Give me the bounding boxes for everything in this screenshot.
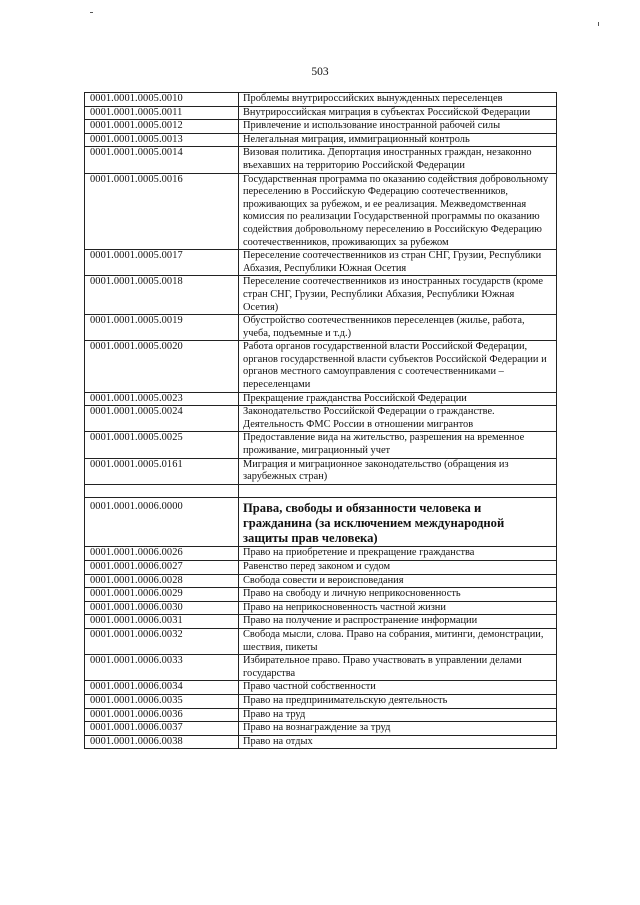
classifier-description: Обустройство соотечественников переселенцев (жилье, работа, учеба, подъемные и т.д.) bbox=[239, 315, 557, 341]
classifier-description: Проблемы внутрироссийских вынужденных переселенцев bbox=[239, 93, 557, 107]
classifier-code bbox=[85, 484, 239, 497]
table-row bbox=[85, 120, 557, 134]
classifier-code: 0001.0001.0005.0018 bbox=[85, 276, 239, 315]
table-row bbox=[85, 708, 557, 722]
table-row bbox=[85, 655, 557, 681]
classifier-description: Визовая политика. Депортация иностранных граждан, незаконно въехавших на территорию Российской Федерации bbox=[239, 147, 557, 173]
classifier-description: Нелегальная миграция, иммиграционный контроль bbox=[239, 133, 557, 147]
table-row bbox=[85, 341, 557, 392]
classifier-description: Переселение соотечественников из иностранных государств (кроме стран СНГ, Грузии, Республики Абхазия, Республики Южная Осетия) bbox=[239, 276, 557, 315]
classifier-code: 0001.0001.0006.0026 bbox=[85, 547, 239, 561]
classifier-code: 0001.0001.0006.0038 bbox=[85, 735, 239, 749]
classifier-code: 0001.0001.0005.0019 bbox=[85, 315, 239, 341]
classifier-description: Право частной собственности bbox=[239, 681, 557, 695]
classifier-code: 0001.0001.0006.0036 bbox=[85, 708, 239, 722]
classifier-code: 0001.0001.0005.0020 bbox=[85, 341, 239, 392]
classifier-code: 0001.0001.0005.0023 bbox=[85, 392, 239, 406]
section-row bbox=[85, 497, 557, 547]
classifier-description bbox=[239, 484, 557, 497]
table-row bbox=[85, 694, 557, 708]
table-row bbox=[85, 432, 557, 458]
classifier-description: Право на неприкосновенность частной жизни bbox=[239, 601, 557, 615]
table-row bbox=[85, 93, 557, 107]
classifier-code: 0001.0001.0006.0000 bbox=[85, 497, 239, 547]
table-row bbox=[85, 458, 557, 484]
classifier-description: Право на получение и распространение информации bbox=[239, 615, 557, 629]
classifier-code: 0001.0001.0006.0031 bbox=[85, 615, 239, 629]
classifier-description: Привлечение и использование иностранной рабочей силы bbox=[239, 120, 557, 134]
table-row bbox=[85, 681, 557, 695]
table-row bbox=[85, 147, 557, 173]
classifier-description: Право на предпринимательскую деятельность bbox=[239, 694, 557, 708]
table-row bbox=[85, 735, 557, 749]
classifier-description: Равенство перед законом и судом bbox=[239, 561, 557, 575]
classifier-description: Право на вознаграждение за труд bbox=[239, 722, 557, 736]
blank-row bbox=[85, 484, 557, 497]
table-row bbox=[85, 588, 557, 602]
table-row bbox=[85, 392, 557, 406]
table-row bbox=[85, 250, 557, 276]
scan-mark-top-left bbox=[90, 12, 93, 13]
classifier-description: Право на труд bbox=[239, 708, 557, 722]
classifier-description: Работа органов государственной власти Российской Федерации, органов государственной власти субъектов Российской Федерации и органов местного самоуправления с соотечественниками – переселенцами bbox=[239, 341, 557, 392]
classifier-code: 0001.0001.0005.0161 bbox=[85, 458, 239, 484]
classifier-code: 0001.0001.0005.0025 bbox=[85, 432, 239, 458]
classifier-description: Свобода мысли, слова. Право на собрания, митинги, демонстрации, шествия, пикеты bbox=[239, 628, 557, 654]
classifier-description: Миграция и миграционное законодательство (обращения из зарубежных стран) bbox=[239, 458, 557, 484]
classifier-code: 0001.0001.0005.0010 bbox=[85, 93, 239, 107]
classifier-code: 0001.0001.0006.0034 bbox=[85, 681, 239, 695]
classifier-code: 0001.0001.0006.0030 bbox=[85, 601, 239, 615]
classifier-table-body bbox=[85, 93, 557, 749]
section-title: Права, свободы и обязанности человека и гражданина (за исключением международной защиты прав человека) bbox=[239, 497, 557, 547]
classifier-description: Внутрироссийская миграция в субъектах Российской Федерации bbox=[239, 106, 557, 120]
classifier-description: Право на свободу и личную неприкосновенность bbox=[239, 588, 557, 602]
classifier-description: Избирательное право. Право участвовать в управлении делами государства bbox=[239, 655, 557, 681]
page-number: 503 bbox=[311, 66, 329, 78]
table-row bbox=[85, 722, 557, 736]
table-row bbox=[85, 561, 557, 575]
classifier-description: Государственная программа по оказанию содействия добровольному переселению в Российскую Федерацию соотечественников, проживающих за рубежом, и ее реализация. Межведомственная комиссия по реализации Государственной программы по оказанию содействия добровольному переселению в Российскую Федерацию соотечественников, проживающих за рубежом bbox=[239, 173, 557, 250]
table-row bbox=[85, 315, 557, 341]
table-row bbox=[85, 601, 557, 615]
classifier-description: Право на приобретение и прекращение гражданства bbox=[239, 547, 557, 561]
table-row bbox=[85, 628, 557, 654]
classifier-code: 0001.0001.0005.0013 bbox=[85, 133, 239, 147]
table-row bbox=[85, 547, 557, 561]
classifier-code: 0001.0001.0005.0011 bbox=[85, 106, 239, 120]
classifier-description: Переселение соотечественников из стран СНГ, Грузии, Республики Абхазия, Республики Южная Осетия bbox=[239, 250, 557, 276]
classifier-code: 0001.0001.0006.0035 bbox=[85, 694, 239, 708]
classifier-table bbox=[84, 92, 557, 749]
classifier-code: 0001.0001.0006.0032 bbox=[85, 628, 239, 654]
classifier-code: 0001.0001.0005.0016 bbox=[85, 173, 239, 250]
classifier-description: Свобода совести и вероисповедания bbox=[239, 574, 557, 588]
classifier-code: 0001.0001.0005.0017 bbox=[85, 250, 239, 276]
classifier-code: 0001.0001.0006.0027 bbox=[85, 561, 239, 575]
classifier-code: 0001.0001.0006.0028 bbox=[85, 574, 239, 588]
table-row bbox=[85, 106, 557, 120]
classifier-code: 0001.0001.0006.0033 bbox=[85, 655, 239, 681]
classifier-code: 0001.0001.0005.0012 bbox=[85, 120, 239, 134]
classifier-code: 0001.0001.0005.0014 bbox=[85, 147, 239, 173]
classifier-description: Законодательство Российской Федерации о гражданстве. Деятельность ФМС России в отношении мигрантов bbox=[239, 406, 557, 432]
classifier-code: 0001.0001.0006.0037 bbox=[85, 722, 239, 736]
classifier-description: Право на отдых bbox=[239, 735, 557, 749]
table-row bbox=[85, 276, 557, 315]
classifier-code: 0001.0001.0005.0024 bbox=[85, 406, 239, 432]
table-row bbox=[85, 615, 557, 629]
table-row bbox=[85, 173, 557, 250]
classifier-code: 0001.0001.0006.0029 bbox=[85, 588, 239, 602]
table-row bbox=[85, 133, 557, 147]
table-row bbox=[85, 406, 557, 432]
classifier-description: Прекращение гражданства Российской Федерации bbox=[239, 392, 557, 406]
table-row bbox=[85, 574, 557, 588]
scan-mark-top-right bbox=[598, 22, 599, 26]
classifier-description: Предоставление вида на жительство, разрешения на временное проживание, миграционный учет bbox=[239, 432, 557, 458]
